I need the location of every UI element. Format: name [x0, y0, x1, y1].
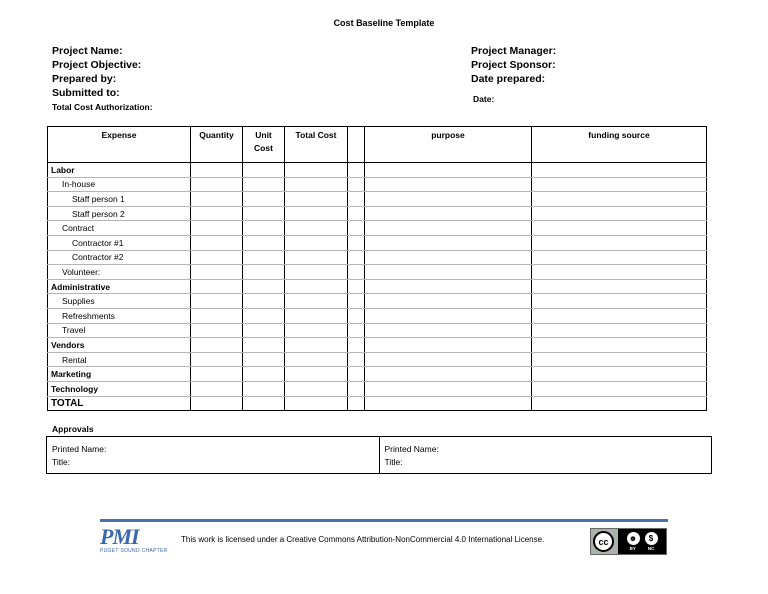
unit-cost-cell[interactable] — [243, 177, 285, 192]
quantity-cell[interactable] — [191, 294, 243, 309]
date-prepared-label: Date prepared: — [471, 73, 546, 85]
funding-source-cell[interactable] — [532, 206, 707, 221]
project-sponsor-label: Project Sponsor: — [471, 59, 556, 71]
total-cost-cell[interactable] — [285, 265, 348, 280]
cost-baseline-table — [47, 126, 707, 411]
total-cost-cell[interactable] — [285, 338, 348, 353]
funding-source-cell[interactable] — [532, 163, 707, 178]
funding-source-cell[interactable] — [532, 265, 707, 280]
table-row — [48, 323, 707, 338]
purpose-cell[interactable] — [365, 250, 532, 265]
submitted-to-label: Submitted to: — [52, 87, 120, 99]
printed-name-label: Printed Name: — [384, 444, 439, 454]
expense-cell: Administrative — [48, 279, 191, 294]
expense-cell: Contractor #1 — [48, 235, 191, 250]
table-row — [48, 352, 707, 367]
total-cost-cell[interactable] — [285, 279, 348, 294]
quantity-cell[interactable] — [191, 221, 243, 236]
approval-right[interactable] — [379, 437, 712, 473]
expense-cell: Rental — [48, 352, 191, 367]
table-row — [48, 279, 707, 294]
blank-cell[interactable] — [348, 308, 365, 323]
col-total-cost: Total Cost — [285, 127, 348, 163]
unit-cost-cell[interactable] — [243, 206, 285, 221]
pmi-logo — [100, 526, 174, 558]
purpose-cell[interactable] — [365, 308, 532, 323]
license-text: This work is licensed under a Creative Commons Attribution-NonCommercial 4.0 International License. — [181, 535, 545, 544]
funding-source-cell[interactable] — [532, 250, 707, 265]
funding-source-cell[interactable] — [532, 338, 707, 353]
funding-source-cell[interactable] — [532, 381, 707, 396]
expense-cell: Refreshments — [48, 308, 191, 323]
quantity-cell[interactable] — [191, 279, 243, 294]
quantity-cell[interactable] — [191, 192, 243, 207]
col-quantity: Quantity — [191, 127, 243, 163]
total-cost-cell[interactable] — [285, 396, 348, 411]
expense-cell: Contract — [48, 221, 191, 236]
blank-cell[interactable] — [348, 163, 365, 178]
table-row — [48, 265, 707, 280]
blank-cell[interactable] — [348, 250, 365, 265]
pmi-chapter-text: PUGET SOUND CHAPTER — [100, 548, 168, 554]
table-row — [48, 367, 707, 382]
expense-cell: Volunteer: — [48, 265, 191, 280]
title-label: Title: — [52, 457, 71, 467]
total-cost-cell[interactable] — [285, 177, 348, 192]
expense-cell: Staff person 1 — [48, 192, 191, 207]
blank-cell[interactable] — [348, 294, 365, 309]
prepared-by-label: Prepared by: — [52, 73, 117, 85]
total-cost-cell[interactable] — [285, 367, 348, 382]
funding-source-cell[interactable] — [532, 294, 707, 309]
quantity-cell[interactable] — [191, 235, 243, 250]
quantity-cell[interactable] — [191, 396, 243, 411]
unit-cost-cell[interactable] — [243, 308, 285, 323]
total-cost-cell[interactable] — [285, 221, 348, 236]
quantity-cell[interactable] — [191, 323, 243, 338]
purpose-cell[interactable] — [365, 323, 532, 338]
expense-cell: Vendors — [48, 338, 191, 353]
unit-cost-cell[interactable] — [243, 235, 285, 250]
table-row — [48, 177, 707, 192]
total-cost-cell[interactable] — [285, 235, 348, 250]
expense-cell: TOTAL — [48, 396, 191, 411]
purpose-cell[interactable] — [365, 206, 532, 221]
total-cost-cell[interactable] — [285, 250, 348, 265]
total-cost-cell[interactable] — [285, 294, 348, 309]
cc-license-badge[interactable] — [590, 528, 667, 555]
unit-cost-cell[interactable] — [243, 323, 285, 338]
purpose-cell[interactable] — [365, 265, 532, 280]
header-left — [52, 44, 153, 114]
blank-cell[interactable] — [348, 192, 365, 207]
attribution-icon: ☻ — [627, 532, 640, 545]
unit-cost-cell[interactable] — [243, 352, 285, 367]
approval-left[interactable] — [47, 437, 379, 473]
purpose-cell[interactable] — [365, 352, 532, 367]
unit-cost-cell[interactable] — [243, 265, 285, 280]
expense-cell: Staff person 2 — [48, 206, 191, 221]
by-label: BY — [629, 546, 636, 551]
col-blank — [348, 127, 365, 163]
unit-cost-cell[interactable] — [243, 192, 285, 207]
table-row — [48, 235, 707, 250]
quantity-cell[interactable] — [191, 177, 243, 192]
quantity-cell[interactable] — [191, 265, 243, 280]
quantity-cell[interactable] — [191, 367, 243, 382]
purpose-cell[interactable] — [365, 367, 532, 382]
purpose-cell[interactable] — [365, 192, 532, 207]
quantity-cell[interactable] — [191, 163, 243, 178]
total-cost-cell[interactable] — [285, 163, 348, 178]
total-cost-cell[interactable] — [285, 206, 348, 221]
funding-source-cell[interactable] — [532, 221, 707, 236]
funding-source-cell[interactable] — [532, 279, 707, 294]
funding-source-cell[interactable] — [532, 352, 707, 367]
cc-badge-right — [618, 529, 666, 554]
purpose-cell[interactable] — [365, 381, 532, 396]
noncommercial-icon: $ — [645, 532, 658, 545]
purpose-cell[interactable] — [365, 177, 532, 192]
col-purpose: purpose — [365, 127, 532, 163]
total-row — [48, 396, 707, 411]
printed-name-label: Printed Name: — [52, 444, 107, 454]
total-cost-cell[interactable] — [285, 308, 348, 323]
nc-label: NC — [647, 546, 655, 551]
unit-cost-cell[interactable] — [243, 221, 285, 236]
cc-icon: cc — [593, 531, 614, 552]
funding-source-cell[interactable] — [532, 367, 707, 382]
blank-cell[interactable] — [348, 381, 365, 396]
expense-cell: Technology — [48, 381, 191, 396]
unit-cost-cell[interactable] — [243, 294, 285, 309]
col-expense: Expense — [48, 127, 191, 163]
funding-source-cell[interactable] — [532, 396, 707, 411]
purpose-cell[interactable] — [365, 279, 532, 294]
unit-cost-cell[interactable] — [243, 250, 285, 265]
approvals-table — [46, 436, 712, 474]
blank-cell[interactable] — [348, 323, 365, 338]
table-row — [48, 192, 707, 207]
funding-source-cell[interactable] — [532, 308, 707, 323]
purpose-cell[interactable] — [365, 294, 532, 309]
quantity-cell[interactable] — [191, 206, 243, 221]
blank-cell[interactable] — [348, 221, 365, 236]
unit-cost-cell[interactable] — [243, 396, 285, 411]
table-row — [48, 206, 707, 221]
blank-cell[interactable] — [348, 206, 365, 221]
unit-cost-cell[interactable] — [243, 163, 285, 178]
unit-cost-cell[interactable] — [243, 338, 285, 353]
total-cost-cell[interactable] — [285, 192, 348, 207]
blank-cell[interactable] — [348, 265, 365, 280]
blank-cell[interactable] — [348, 396, 365, 411]
header-right — [471, 44, 556, 106]
blank-cell[interactable] — [348, 338, 365, 353]
table-row — [48, 308, 707, 323]
total-cost-cell[interactable] — [285, 381, 348, 396]
col-funding-source: funding source — [532, 127, 707, 163]
quantity-cell[interactable] — [191, 250, 243, 265]
quantity-cell[interactable] — [191, 308, 243, 323]
title-label: Title: — [384, 457, 403, 467]
blank-cell[interactable] — [348, 367, 365, 382]
purpose-cell[interactable] — [365, 396, 532, 411]
funding-source-cell[interactable] — [532, 235, 707, 250]
document-title: Cost Baseline Template — [333, 18, 435, 28]
col-unit-cost: Unit Cost — [243, 127, 285, 163]
funding-source-cell[interactable] — [532, 192, 707, 207]
quantity-cell[interactable] — [191, 338, 243, 353]
total-cost-cell[interactable] — [285, 323, 348, 338]
expense-cell: In-house — [48, 177, 191, 192]
blank-cell[interactable] — [348, 352, 365, 367]
funding-source-cell[interactable] — [532, 323, 707, 338]
purpose-cell[interactable] — [365, 163, 532, 178]
purpose-cell[interactable] — [365, 338, 532, 353]
expense-cell: Supplies — [48, 294, 191, 309]
quantity-cell[interactable] — [191, 352, 243, 367]
total-cost-cell[interactable] — [285, 352, 348, 367]
expense-cell: Marketing — [48, 367, 191, 382]
table-header-row — [48, 127, 707, 163]
unit-cost-cell[interactable] — [243, 367, 285, 382]
table-row — [48, 221, 707, 236]
total-cost-authorization-label: Total Cost Authorization: — [52, 102, 153, 112]
table-row — [48, 163, 707, 178]
quantity-cell[interactable] — [191, 381, 243, 396]
unit-cost-cell[interactable] — [243, 279, 285, 294]
project-manager-label: Project Manager: — [471, 45, 557, 57]
date-label: Date: — [473, 94, 495, 104]
table-row — [48, 338, 707, 353]
blank-cell[interactable] — [348, 235, 365, 250]
expense-cell: Travel — [48, 323, 191, 338]
table-row — [48, 250, 707, 265]
purpose-cell[interactable] — [365, 235, 532, 250]
pmi-logo-mark: PMI — [100, 524, 139, 549]
project-name-label: Project Name: — [52, 45, 123, 57]
funding-source-cell[interactable] — [532, 177, 707, 192]
blank-cell[interactable] — [348, 279, 365, 294]
expense-cell: Labor — [48, 163, 191, 178]
project-objective-label: Project Objective: — [52, 59, 142, 71]
expense-cell: Contractor #2 — [48, 250, 191, 265]
footer-rule — [100, 519, 668, 522]
table-row — [48, 381, 707, 396]
table-body — [48, 163, 707, 411]
purpose-cell[interactable] — [365, 221, 532, 236]
table-row — [48, 294, 707, 309]
blank-cell[interactable] — [348, 177, 365, 192]
unit-cost-cell[interactable] — [243, 381, 285, 396]
approvals-label: Approvals — [52, 424, 94, 434]
